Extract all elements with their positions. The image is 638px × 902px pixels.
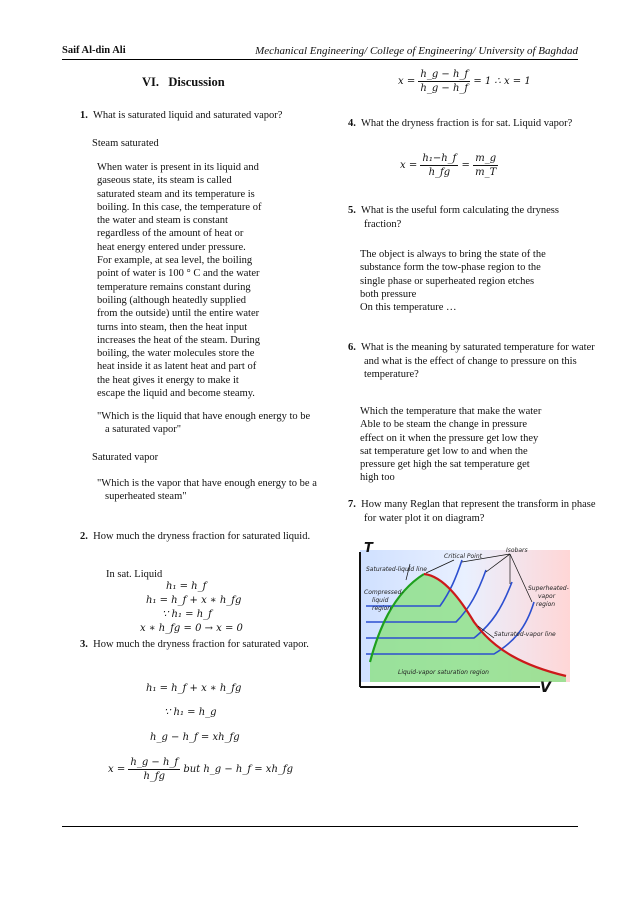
body-line: When water is present in its liquid and xyxy=(97,162,259,173)
equation: ∵ h₁ = h_f xyxy=(162,609,212,620)
saturated-liquid-quote: "Which is the liquid that have enough energy to be a saturated vapor" xyxy=(97,411,311,436)
sat-liquid-line-label: Saturated-liquid line xyxy=(366,566,427,573)
superheated-vapor-label: Superheated- xyxy=(528,585,569,592)
equation-fraction: x = $\frac{\text{h₁−h\_f}}{h\_fg}$ = $\frac{m\_g}{m\_T}$ xyxy=(400,153,497,178)
body-line: point of water is 100 ° C and the water xyxy=(97,268,260,280)
body-line: regardless of the amount of heat or xyxy=(97,228,244,240)
question-7-number: 7. xyxy=(348,499,356,510)
body-line: high too xyxy=(360,472,395,484)
critical-point-label: Critical Point xyxy=(444,553,483,560)
question-7-text: How many Reglan that represent the transform in phase for water plot it on diagram? xyxy=(361,499,596,524)
question-2 xyxy=(80,530,326,544)
body-line: On this temperature … xyxy=(360,302,457,314)
steam-saturated-label: Steam saturated xyxy=(92,138,159,149)
body-line: effect on it when the pressure get low they xyxy=(360,432,539,444)
body-line: For example, at sea level, the boiling xyxy=(97,255,253,267)
body-line: single phase or superheated region etches xyxy=(360,275,535,287)
body-line: Which the temperature that make the water xyxy=(360,406,542,417)
saturated-vapor-label: Saturated vapor xyxy=(92,452,159,463)
fraction: $\frac{h\_g - h\_f}{h\_g - h\_f}$ xyxy=(420,69,469,94)
compressed-liquid-label: region xyxy=(372,605,392,612)
body-line: saturated steam and its temperature is xyxy=(97,188,255,200)
body-line: The object is always to bring the state of the xyxy=(360,249,546,260)
body-line: heat energy entered under pressure. xyxy=(97,241,246,253)
affiliation: Mechanical Engineering/ College of Engineering/ University of Baghdad xyxy=(255,45,578,57)
author-name: Saif Al-din Ali xyxy=(62,45,126,56)
body-line: substance form the tow-phase region to the xyxy=(360,262,541,274)
question-6-answer xyxy=(360,405,582,485)
question-4-number: 4. xyxy=(348,118,356,129)
question-4-text: What the dryness fraction is for sat. Liquid vapor? xyxy=(360,118,573,129)
question-6-text: What is the meaning by saturated temperature for water and what is the effect of change to pressure on this temperature? xyxy=(360,342,595,381)
question-6 xyxy=(348,341,596,382)
body-line: the water and steam is constant xyxy=(97,215,228,227)
body-line: escape the liquid and become steamy. xyxy=(97,388,255,400)
equation: h₁ = h_f + x ∗ h_fg xyxy=(146,595,242,606)
question-5-answer xyxy=(360,248,582,314)
question-7 xyxy=(348,498,596,525)
sat-vapor-line-label: Saturated-vapor line xyxy=(494,631,556,638)
question-2-number: 2. xyxy=(80,531,88,542)
question-1 xyxy=(80,109,326,123)
footer-divider xyxy=(62,826,578,827)
equation: h_g − h_f = xh_fg xyxy=(150,732,240,743)
question-3-text: How much the dryness fraction for saturated vapor. xyxy=(93,639,309,650)
fraction: $\frac{m\_g}{m\_T}$ xyxy=(475,153,497,178)
compressed-liquid-label: liquid xyxy=(372,597,389,604)
section-title: VI. Discussion xyxy=(142,75,225,89)
body-line: boiling, the water molecules store the xyxy=(97,348,255,360)
page-header xyxy=(62,44,578,60)
fraction: $\frac{\text{h₁−h\_f}}{h\_fg}$ xyxy=(422,153,457,178)
question-5 xyxy=(348,204,596,231)
t-axis-label: T xyxy=(364,542,373,556)
body-line: sat temperature get low to and when the xyxy=(360,445,528,457)
compressed-liquid-label: Compressed- xyxy=(364,589,404,596)
equation: x ∗ h_fg = 0 → x = 0 xyxy=(140,623,243,634)
superheated-vapor-label: region xyxy=(536,601,556,608)
superheated-vapor-label: vapor xyxy=(538,593,556,600)
body-line: heat inside it as latent heat and part of xyxy=(97,361,257,373)
body-line: from the outside) until the entire water xyxy=(97,308,260,320)
t-v-diagram xyxy=(344,542,580,700)
equation: h₁ = h_f + x ∗ h_fg xyxy=(146,683,242,694)
sat-liquid-label: In sat. Liquid xyxy=(106,569,163,580)
question-1-number: 1. xyxy=(80,110,88,121)
body-line: turns into steam, then the heat input xyxy=(97,321,248,333)
body-line: temperature remains constant during xyxy=(97,281,251,293)
question-6-number: 6. xyxy=(348,342,356,353)
body-line: both pressure xyxy=(360,288,417,300)
equation-fraction: x = $\frac{h\_g - h\_f}{h\_g - h\_f}$ = 1 ∴ x = 1 xyxy=(398,69,531,94)
question-4 xyxy=(348,117,596,131)
fraction: $\frac{h\_g - h\_f}{h\_fg}$ xyxy=(130,757,179,782)
question-3-number: 3. xyxy=(80,639,88,650)
question-3 xyxy=(80,638,326,652)
liquid-vapor-region-label: Liquid-vapor saturation region xyxy=(398,669,489,676)
equation: ∵ h₁ = h_g xyxy=(164,707,217,718)
question-5-text: What is the useful form calculating the dryness fraction? xyxy=(360,205,559,230)
equation-fraction: x = $\frac{h\_g - h\_f}{h\_fg}$ but h_g − h_f = xh_fg xyxy=(108,757,293,782)
equation: h₁ = h_f xyxy=(166,581,207,592)
v-axis-label: V xyxy=(540,680,551,696)
body-line: gaseous state, its steam is called xyxy=(97,175,232,187)
body-line: increases the heat of the steam. During xyxy=(97,334,260,346)
question-1-text: What is saturated liquid and saturated vapor? xyxy=(92,110,283,121)
saturated-vapor-quote: "Which is the vapor that have enough energy to be a superheated steam" xyxy=(97,478,317,503)
question-2-text: How much the dryness fraction for saturated liquid. xyxy=(93,531,311,542)
body-line: pressure get high the sat temperature get xyxy=(360,459,530,471)
isobars-label: Isobars xyxy=(506,547,528,554)
body-line: Able to be steam the change in pressure xyxy=(360,419,528,431)
body-line: the heat gives it energy to make it xyxy=(97,374,239,386)
steam-saturated-body xyxy=(97,161,312,400)
body-line: boiling (although heatedly supplied xyxy=(97,294,247,306)
body-line: boiling. In this case, the temperature of xyxy=(97,201,262,213)
question-5-number: 5. xyxy=(348,205,356,216)
